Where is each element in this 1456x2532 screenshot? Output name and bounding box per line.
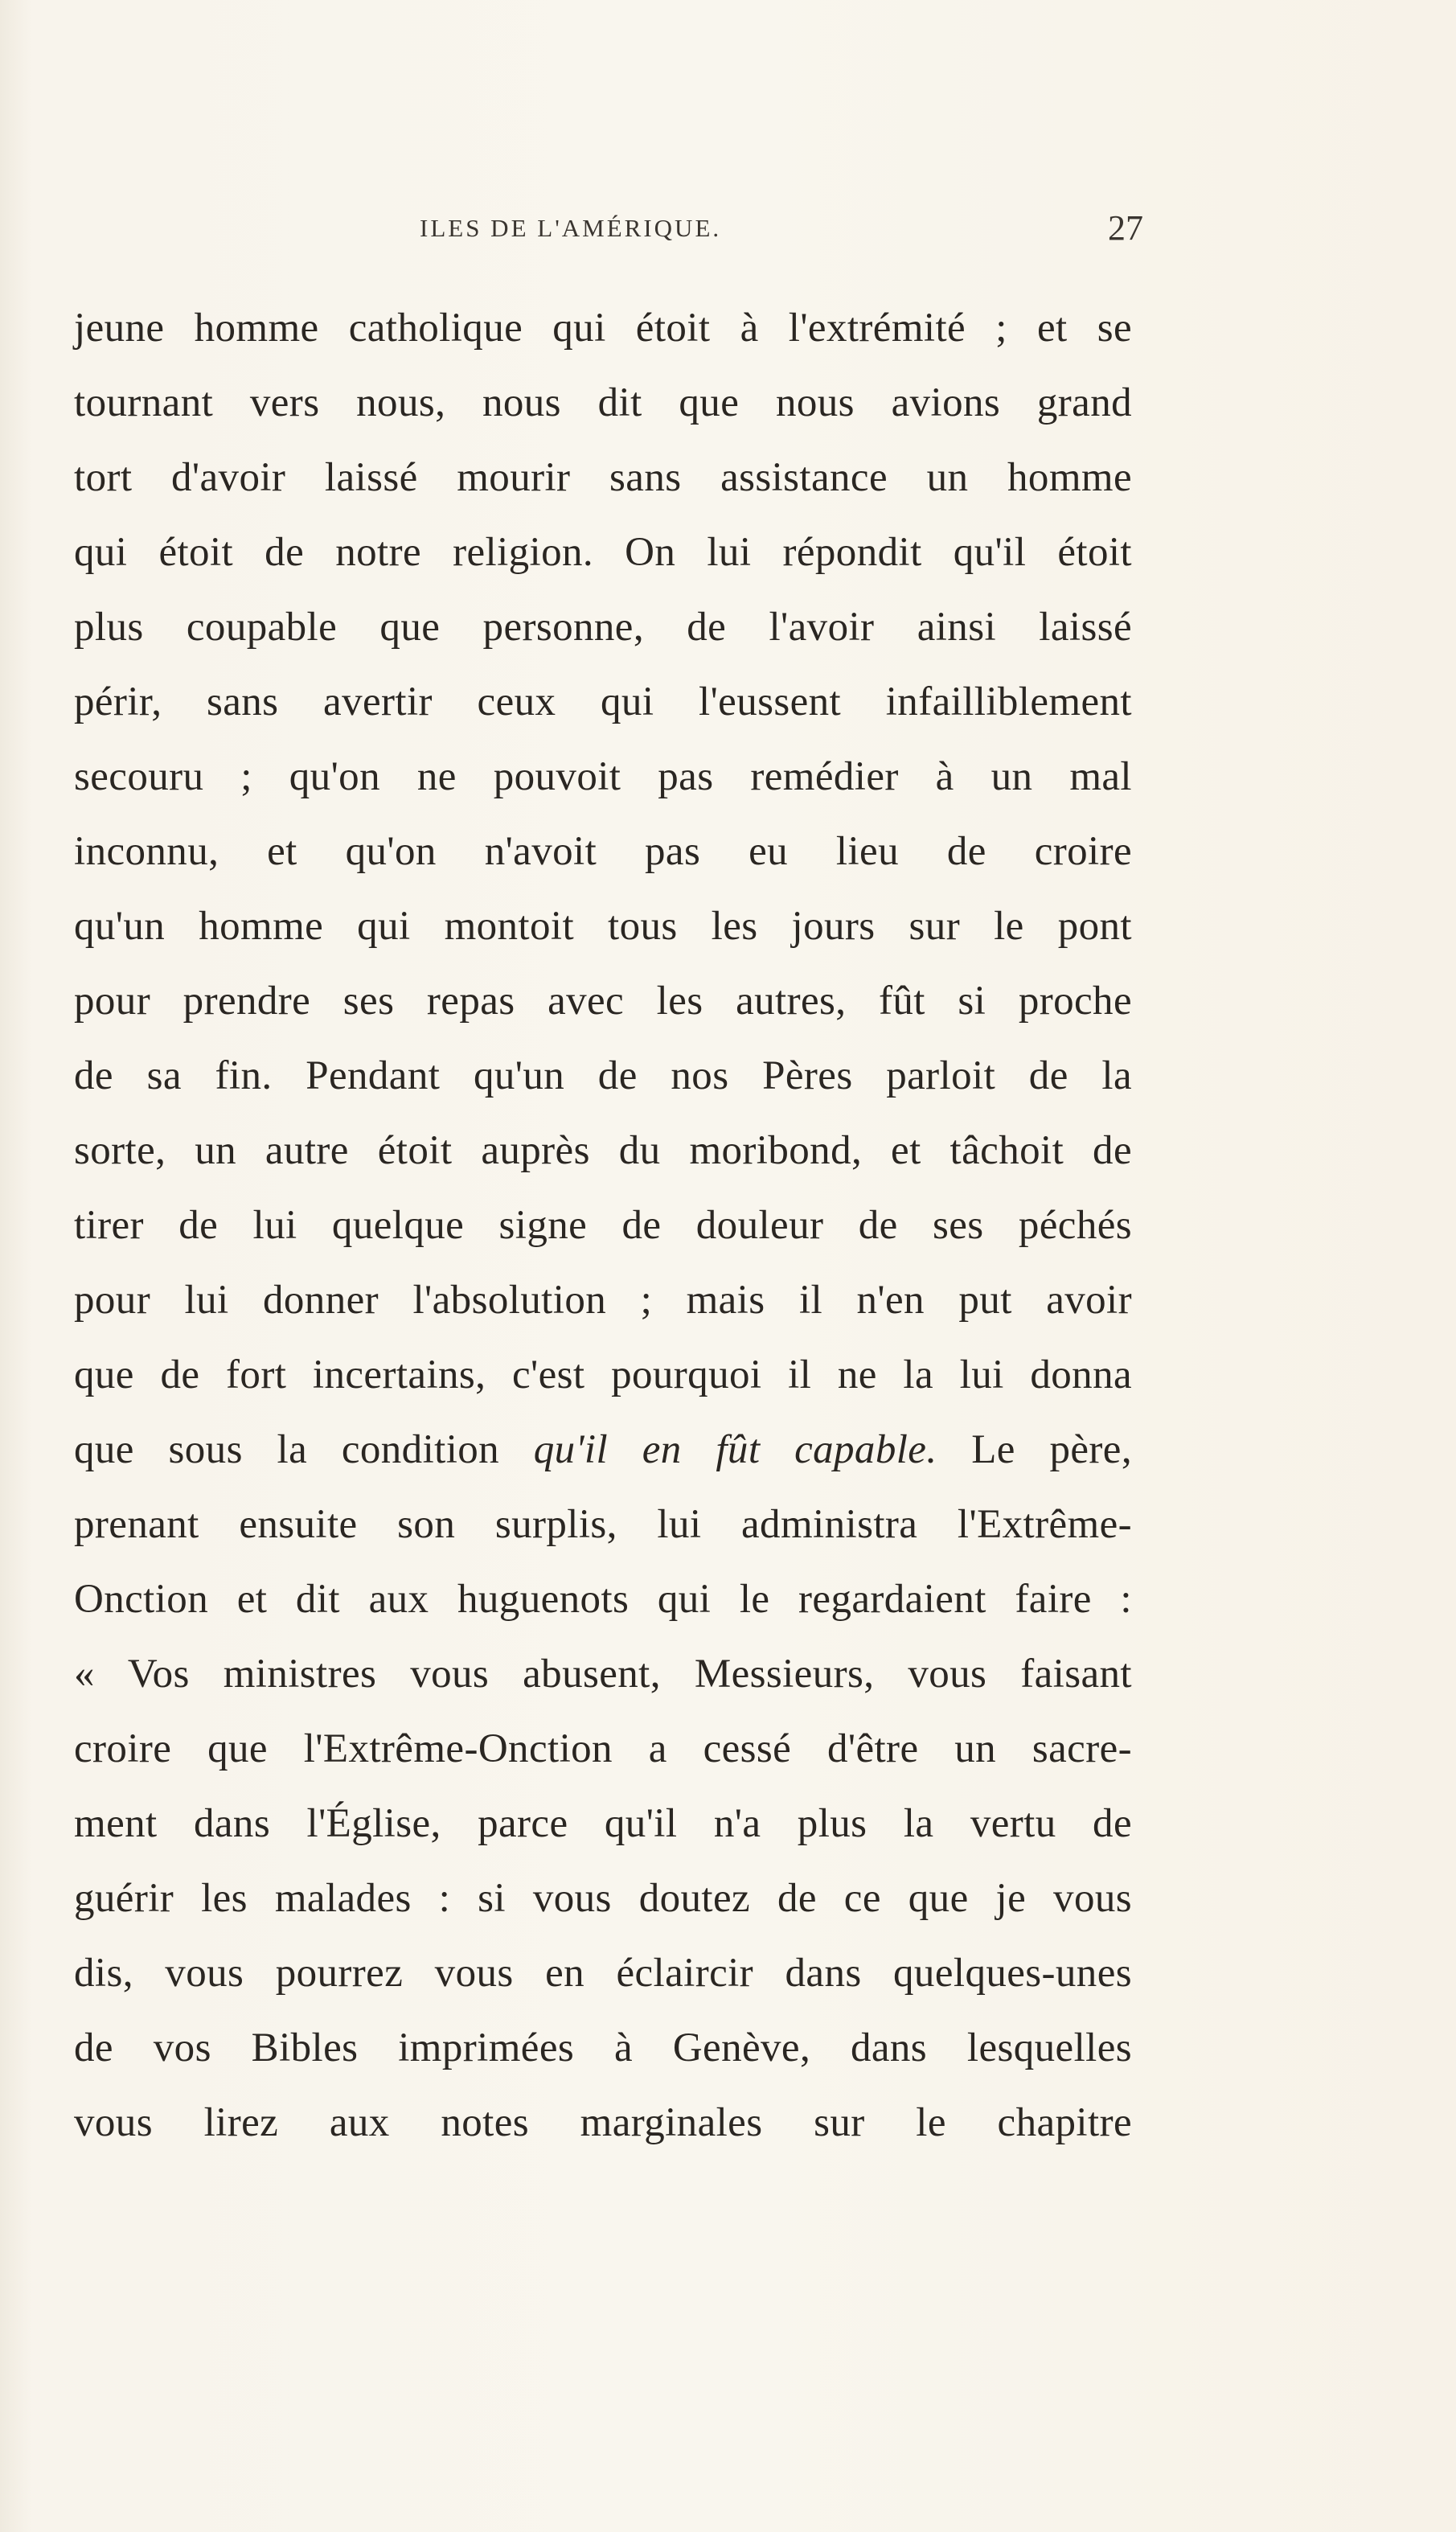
text-line: pour lui donner l'absolution ; mais il n'en put avoir: [74, 1278, 1132, 1323]
text-line: Onction et dit aux huguenots qui le regardaient faire :: [74, 1577, 1132, 1622]
text-line: tirer de lui quelque signe de douleur de ses péchés: [74, 1203, 1132, 1248]
text-line: qui étoit de notre religion. On lui répondit qu'il étoit: [74, 530, 1132, 575]
running-head: [74, 207, 1143, 264]
text-line: guérir les malades : si vous doutez de ce que je vous: [74, 1876, 1132, 1921]
text-line: « Vos ministres vous abusent, Messieurs, vous faisant: [74, 1652, 1132, 1697]
text-line: de sa fin. Pendant qu'un de nos Pères parloit de la: [74, 1053, 1132, 1098]
text-line: qu'un homme qui montoit tous les jours sur le pont: [74, 904, 1132, 949]
text-line: périr, sans avertir ceux qui l'eussent infailliblement: [74, 679, 1132, 724]
text-line-with-italic: [74, 1413, 1132, 1488]
running-title: ILES DE L'AMÉRIQUE.: [420, 214, 722, 242]
text-line: pour prendre ses repas avec les autres, fût si proche: [74, 979, 1132, 1024]
italic-phrase: qu'il en fût capable.: [533, 1427, 937, 1472]
text-line: prenant ensuite son surplis, lui administra l'Extrême-: [74, 1502, 1132, 1547]
text-line: ment dans l'Église, parce qu'il n'a plus la vertu de: [74, 1801, 1132, 1846]
text-line: que de fort incertains, c'est pourquoi il ne la lui donna: [74, 1352, 1132, 1397]
text-line: tournant vers nous, nous dit que nous avions grand: [74, 380, 1132, 425]
text-line: tort d'avoir laissé mourir sans assistance un homme: [74, 455, 1132, 500]
text-line: dis, vous pourrez vous en éclaircir dans quelques-unes: [74, 1951, 1132, 1996]
text-line: jeune homme catholique qui étoit à l'extrémité ; et se: [74, 306, 1132, 351]
text-line: plus coupable que personne, de l'avoir ainsi laissé: [74, 605, 1132, 650]
text-line: sorte, un autre étoit auprès du moribond, et tâchoit de: [74, 1128, 1132, 1173]
text-line: inconnu, et qu'on n'avoit pas eu lieu de croire: [74, 829, 1132, 874]
body-text: [74, 291, 1132, 2161]
text-line: vous lirez aux notes marginales sur le chapitre: [74, 2100, 1132, 2145]
text-line: secouru ; qu'on ne pouvoit pas remédier à un mal: [74, 754, 1132, 799]
text-line: croire que l'Extrême-Onction a cessé d'être un sacre-: [74, 1726, 1132, 1771]
page-number: 27: [1108, 208, 1143, 248]
text-line: de vos Bibles imprimées à Genève, dans lesquelles: [74, 2025, 1132, 2070]
text-segment: Le père,: [937, 1427, 1132, 1472]
text-segment: que sous la condition: [74, 1427, 534, 1472]
